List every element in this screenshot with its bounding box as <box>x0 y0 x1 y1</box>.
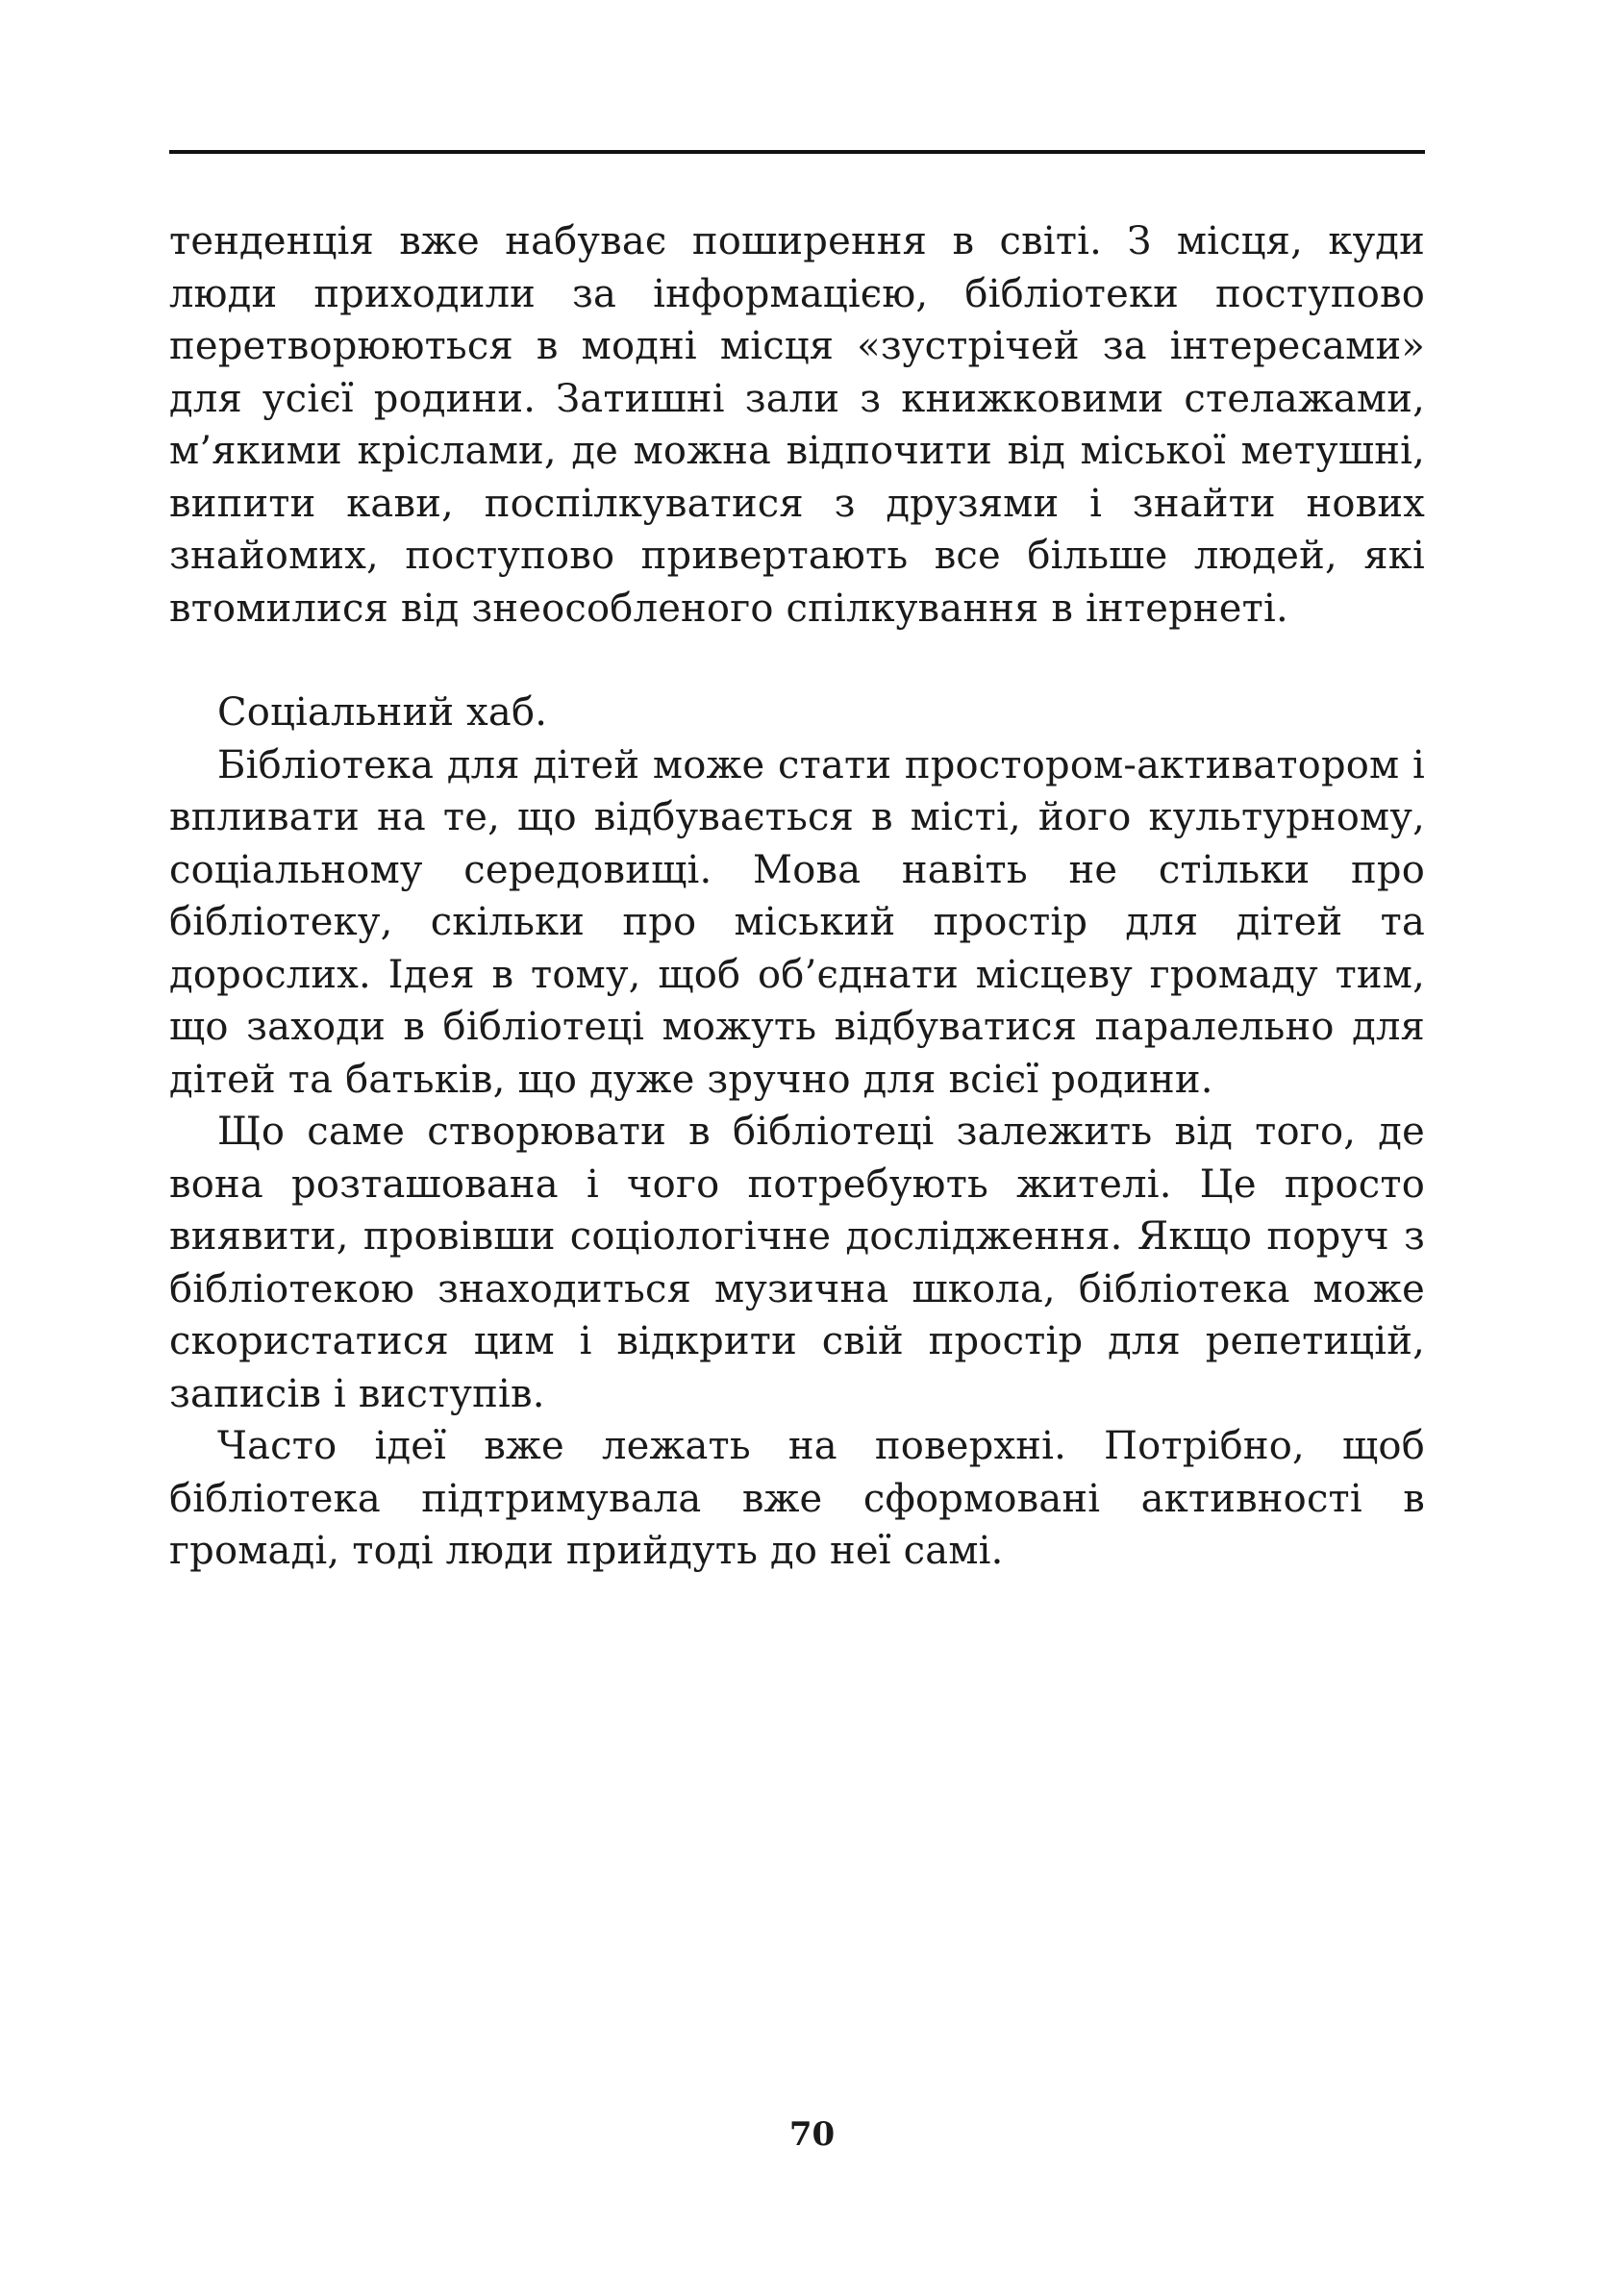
paragraph-ideas-on-surface: Часто ідеї вже лежать на поверхні. Потрібно, щоб бібліотека підтримувала вже сформовані активності в громаді, тоді люди прийдуть до неї самі. <box>169 1424 1425 1573</box>
body-text <box>169 215 1425 1578</box>
paragraph-what-to-create: Що саме створювати в бібліотеці залежить від того, де вона розташована і чого потребують жителі. Це просто виявити, провівши соціологічне дослідження. Якщо поруч з бібліотекою знаходиться музична школа, бібліотека може скористатися цим і відкрити свій простір для репетицій, записів і виступів. <box>169 1110 1425 1416</box>
paragraph-continuation: тенденція вже набуває поширення в світі. З місця, куди люди приходили за інформацією, бібліотеки поступово перетворюються в модні місця «зустрічей за інтересами» для усієї родини. Затишні зали з книжковими стелажами, м’якими кріслами, де можна відпочити від міської метушні, випити кави, поспілкуватися з друзями і знайти нових знайомих, поступово привертають все більше людей, які втомилися від знеособленого спілкування в інтернеті. <box>169 219 1425 631</box>
page-number: 70 <box>788 2115 836 2154</box>
paragraph-library-activator: Бібліотека для дітей може стати простором-активатором і впливати на те, що відбувається в місті, його культурному, соціальному середовищі. Мова навіть не стільки про бібліотеку, скільки про міський простір для дітей та дорослих. Ідея в тому, щоб об’єднати місцеву громаду тим, що заходи в бібліотеці можуть відбуватися паралельно для дітей та батьків, що дуже зручно для всієї родини. <box>169 742 1425 1102</box>
section-heading-social-hub: Соціальний хаб. <box>217 690 548 735</box>
header-rule <box>169 150 1425 154</box>
paragraph-spacer <box>169 635 1425 687</box>
